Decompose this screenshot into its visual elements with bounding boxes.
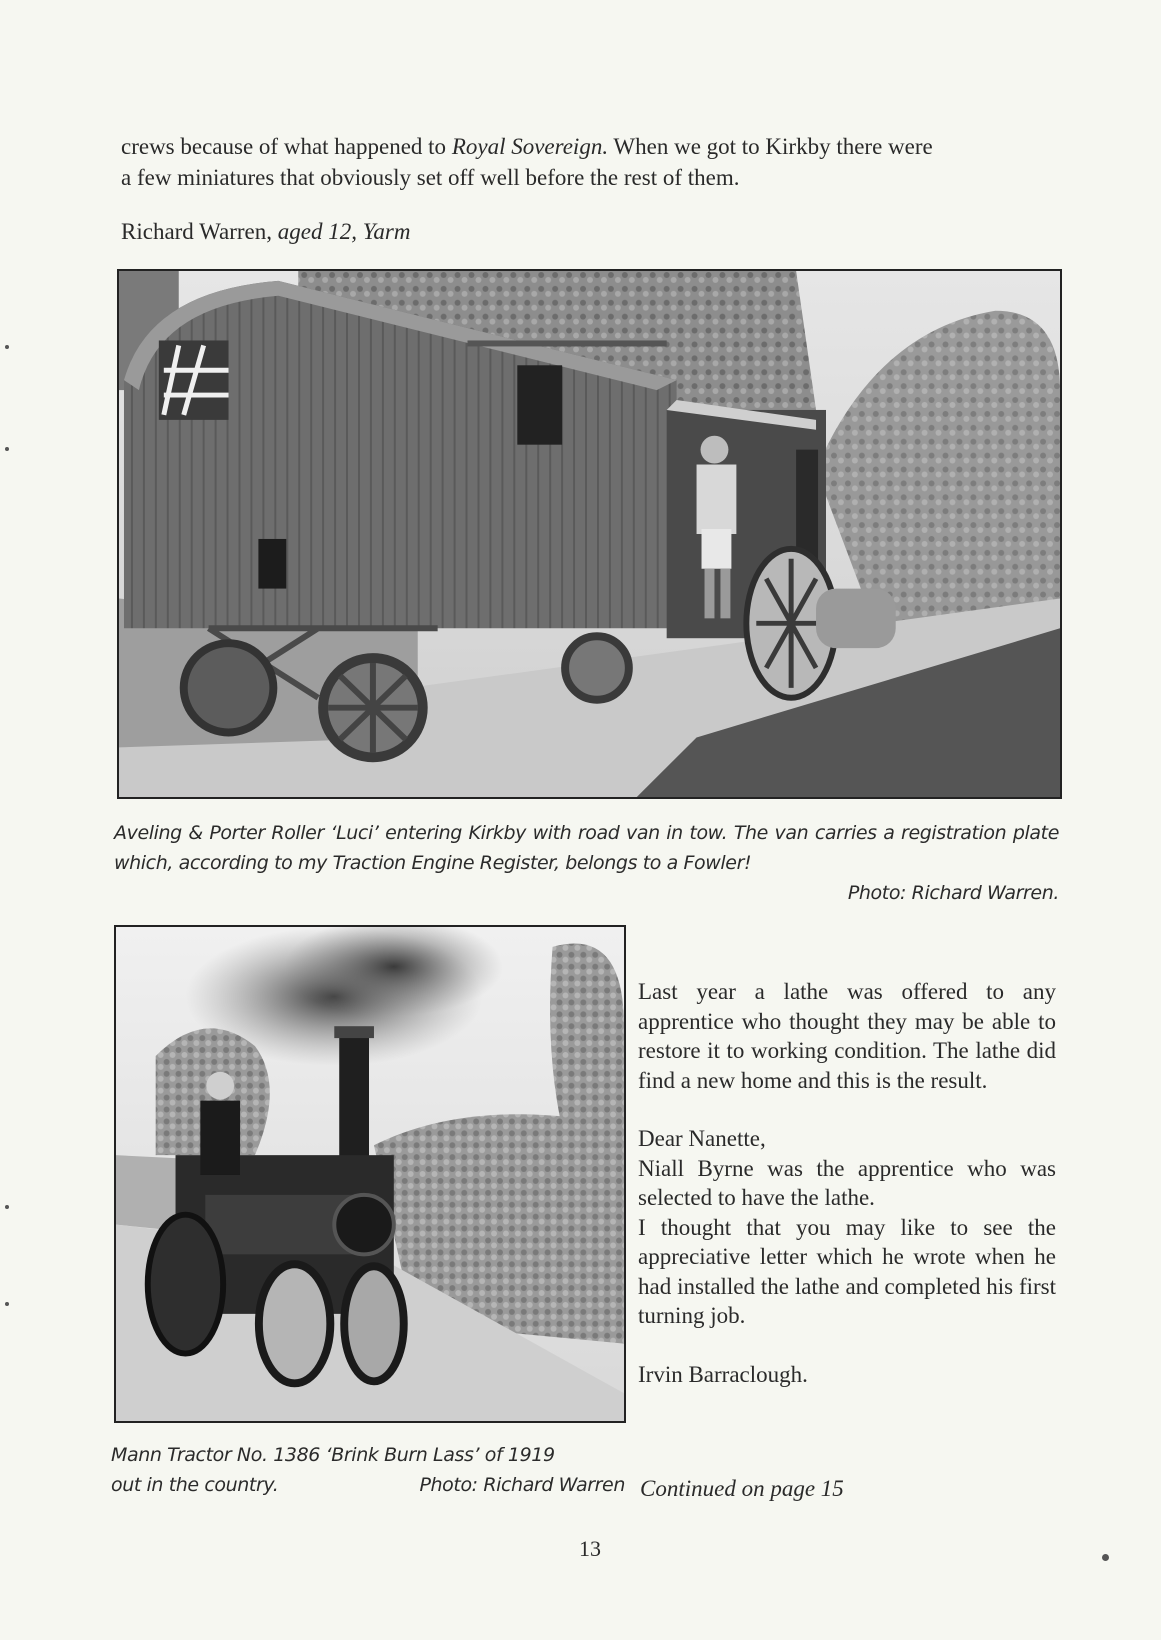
letter-column	[638, 977, 1056, 1389]
traction-engine-photo	[116, 927, 624, 1421]
caption-1-text: Aveling & Porter Roller ‘Luci’ entering Kirkby with road van in tow. The van carries a registration plate which, according to my Traction Engine Register, belongs to a Fowler!	[114, 822, 1059, 874]
caption-2-line-1: Mann Tractor No. 1386 ‘Brink Burn Lass’ of 1919	[111, 1444, 555, 1466]
letter-signature: Irvin Barraclough.	[638, 1361, 808, 1387]
intro-paragraph	[121, 131, 1065, 193]
margin-mark	[5, 1205, 9, 1209]
intro-line-1: crews because of what happened to Royal Sovereign. When we got to Kirkby there were	[121, 134, 933, 159]
letter-intro: Last year a lathe was offered to any apprentice who thought they may be able to restore it to working condition. The lathe did find a new home and this is the result.	[638, 979, 1056, 1093]
letter-body-1: Niall Byrne was the apprentice who was selected to have the lathe.	[638, 1155, 1056, 1210]
margin-mark	[5, 447, 9, 451]
roller-with-road-van-photo	[119, 271, 1060, 797]
photo-caption-1	[114, 818, 1059, 908]
margin-mark	[1102, 1554, 1109, 1561]
letter-body-2: I thought that you may like to see the appreciative letter which he wrote when he had installed the lathe and completed his first turning job.	[638, 1214, 1056, 1328]
photo-caption-2	[111, 1440, 631, 1500]
author-name: Richard Warren,	[121, 219, 278, 244]
letter-salutation: Dear Nanette,	[638, 1126, 766, 1151]
author-signature	[121, 216, 410, 247]
intro-line-2: a few miniatures that obviously set off well before the rest of them.	[121, 165, 740, 190]
vessel-name: Royal Sovereign.	[451, 134, 609, 159]
photo-roller-road-van	[117, 269, 1062, 799]
continued-note: Continued on page 15	[640, 1476, 844, 1501]
caption-1-credit: Photo: Richard Warren.	[847, 882, 1059, 904]
caption-2-credit: Photo: Richard Warren	[419, 1474, 625, 1496]
margin-mark	[5, 1302, 9, 1306]
page-number: 13	[579, 1536, 601, 1561]
author-detail: aged 12, Yarm	[277, 219, 411, 244]
photo-traction-engine	[114, 925, 626, 1423]
caption-2-line-2: out in the country.	[111, 1474, 279, 1496]
margin-mark	[5, 345, 9, 349]
